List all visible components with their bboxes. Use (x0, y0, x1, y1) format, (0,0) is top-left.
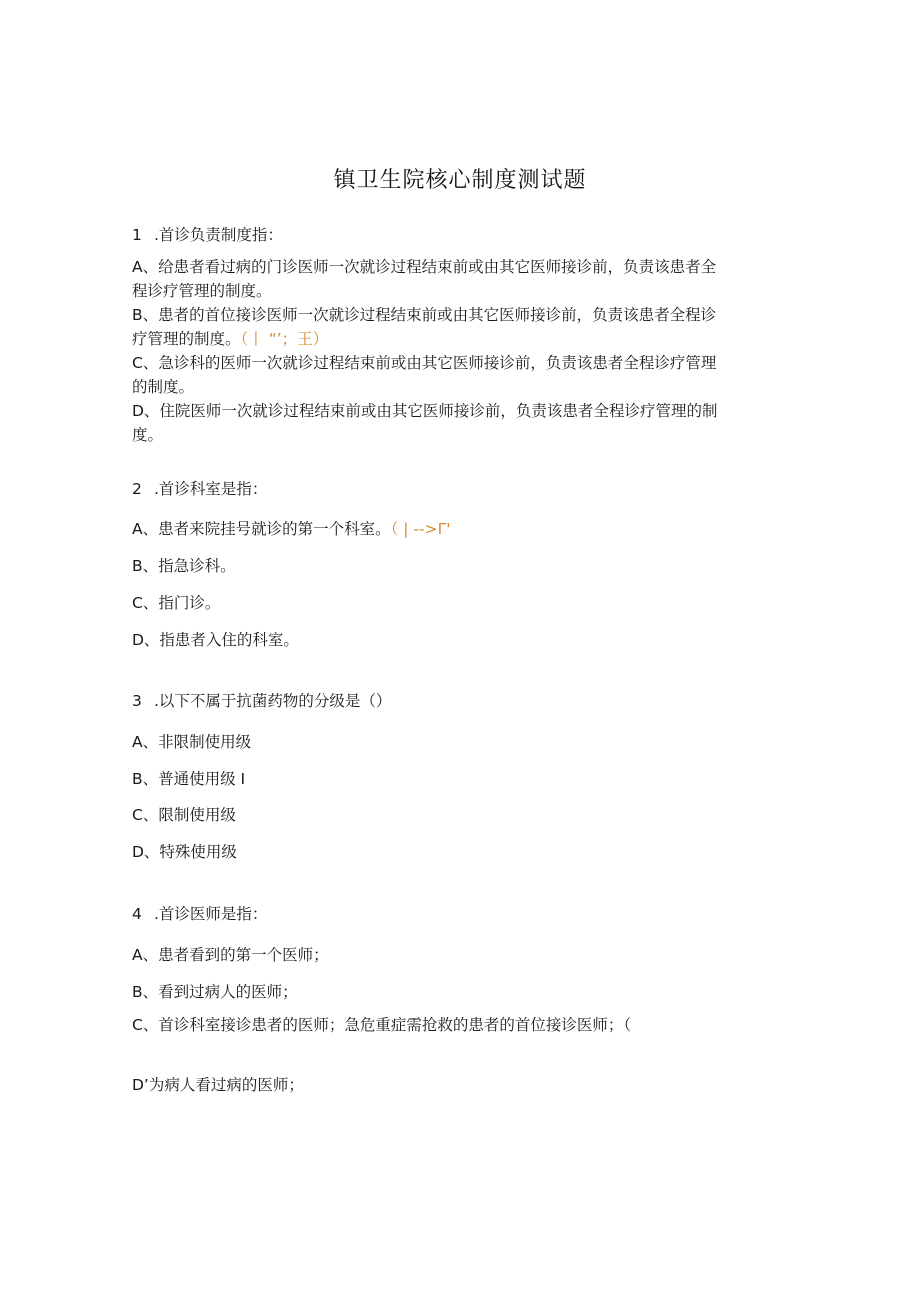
question-number: 3 (132, 692, 142, 710)
option-4b: B、看到过病人的医师； (132, 983, 298, 1001)
option-4a: A、患者看到的第一个医师； (132, 946, 329, 964)
question-number: 4 (132, 905, 142, 923)
option-2d: D、指患者入住的科室。 (132, 631, 299, 649)
question-3-stem (132, 689, 391, 713)
question-number: 2 (132, 480, 142, 498)
option-1a-line1: A、给患者看过病的门诊医师一次就诊过程结束前或由其它医师接诊前，负责该患者全 (132, 258, 717, 276)
option-1d-line1: D、住院医师一次就诊过程结束前或由其它医师接诊前，负责该患者全程诊疗管理的制 (132, 402, 718, 420)
option-1c-line1: C、急诊科的医师一次就诊过程结束前或由其它医师接诊前，负责该患者全程诊疗管理 (132, 354, 717, 372)
question-number: 1 (132, 226, 142, 244)
question-text: .首诊科室是指： (154, 480, 268, 498)
handwritten-mark: （丨 “’；王） (240, 330, 329, 348)
question-text: .首诊医师是指： (154, 905, 268, 923)
question-1-stem (132, 223, 283, 247)
question-text: .首诊负责制度指： (154, 226, 283, 244)
option-2a: A、患者来院挂号就诊的第一个科室。 (132, 520, 391, 538)
option-1a-line2: 程诊疗管理的制度。 (132, 282, 272, 300)
option-2b: B、指急诊科。 (132, 557, 236, 575)
option-3c: C、限制使用级 (132, 806, 236, 824)
question-4-stem (132, 902, 267, 926)
question-2-stem (132, 477, 267, 501)
option-1d-line2: 度。 (132, 426, 164, 444)
option-4c: C、首诊科室接诊患者的医师；急危重症需抢救的患者的首位接诊医师；（ (132, 1016, 632, 1034)
option-1c-line2: 的制度。 (132, 378, 195, 396)
page-title: 镇卫生院核心制度测试题 (333, 168, 587, 193)
option-1b-line2-wrap (132, 327, 328, 351)
question-text: .以下不属于抗菌药物的分级是（） (154, 692, 392, 710)
option-3d: D、特殊使用级 (132, 843, 237, 861)
option-2c: C、指门诊。 (132, 594, 221, 612)
option-4d: D’为病人看过病的医师； (132, 1076, 304, 1094)
option-2a-wrap (132, 517, 451, 541)
handwritten-mark: （ | -->Γ' (390, 520, 451, 538)
option-1b-line2: 疗管理的制度。 (132, 330, 241, 348)
option-1b-line1: B、患者的首位接诊医师一次就诊过程结束前或由其它医师接诊前，负责该患者全程诊 (132, 306, 717, 324)
option-3b: B、普通使用级 I (132, 770, 246, 788)
option-3a: A、非限制使用级 (132, 733, 252, 751)
